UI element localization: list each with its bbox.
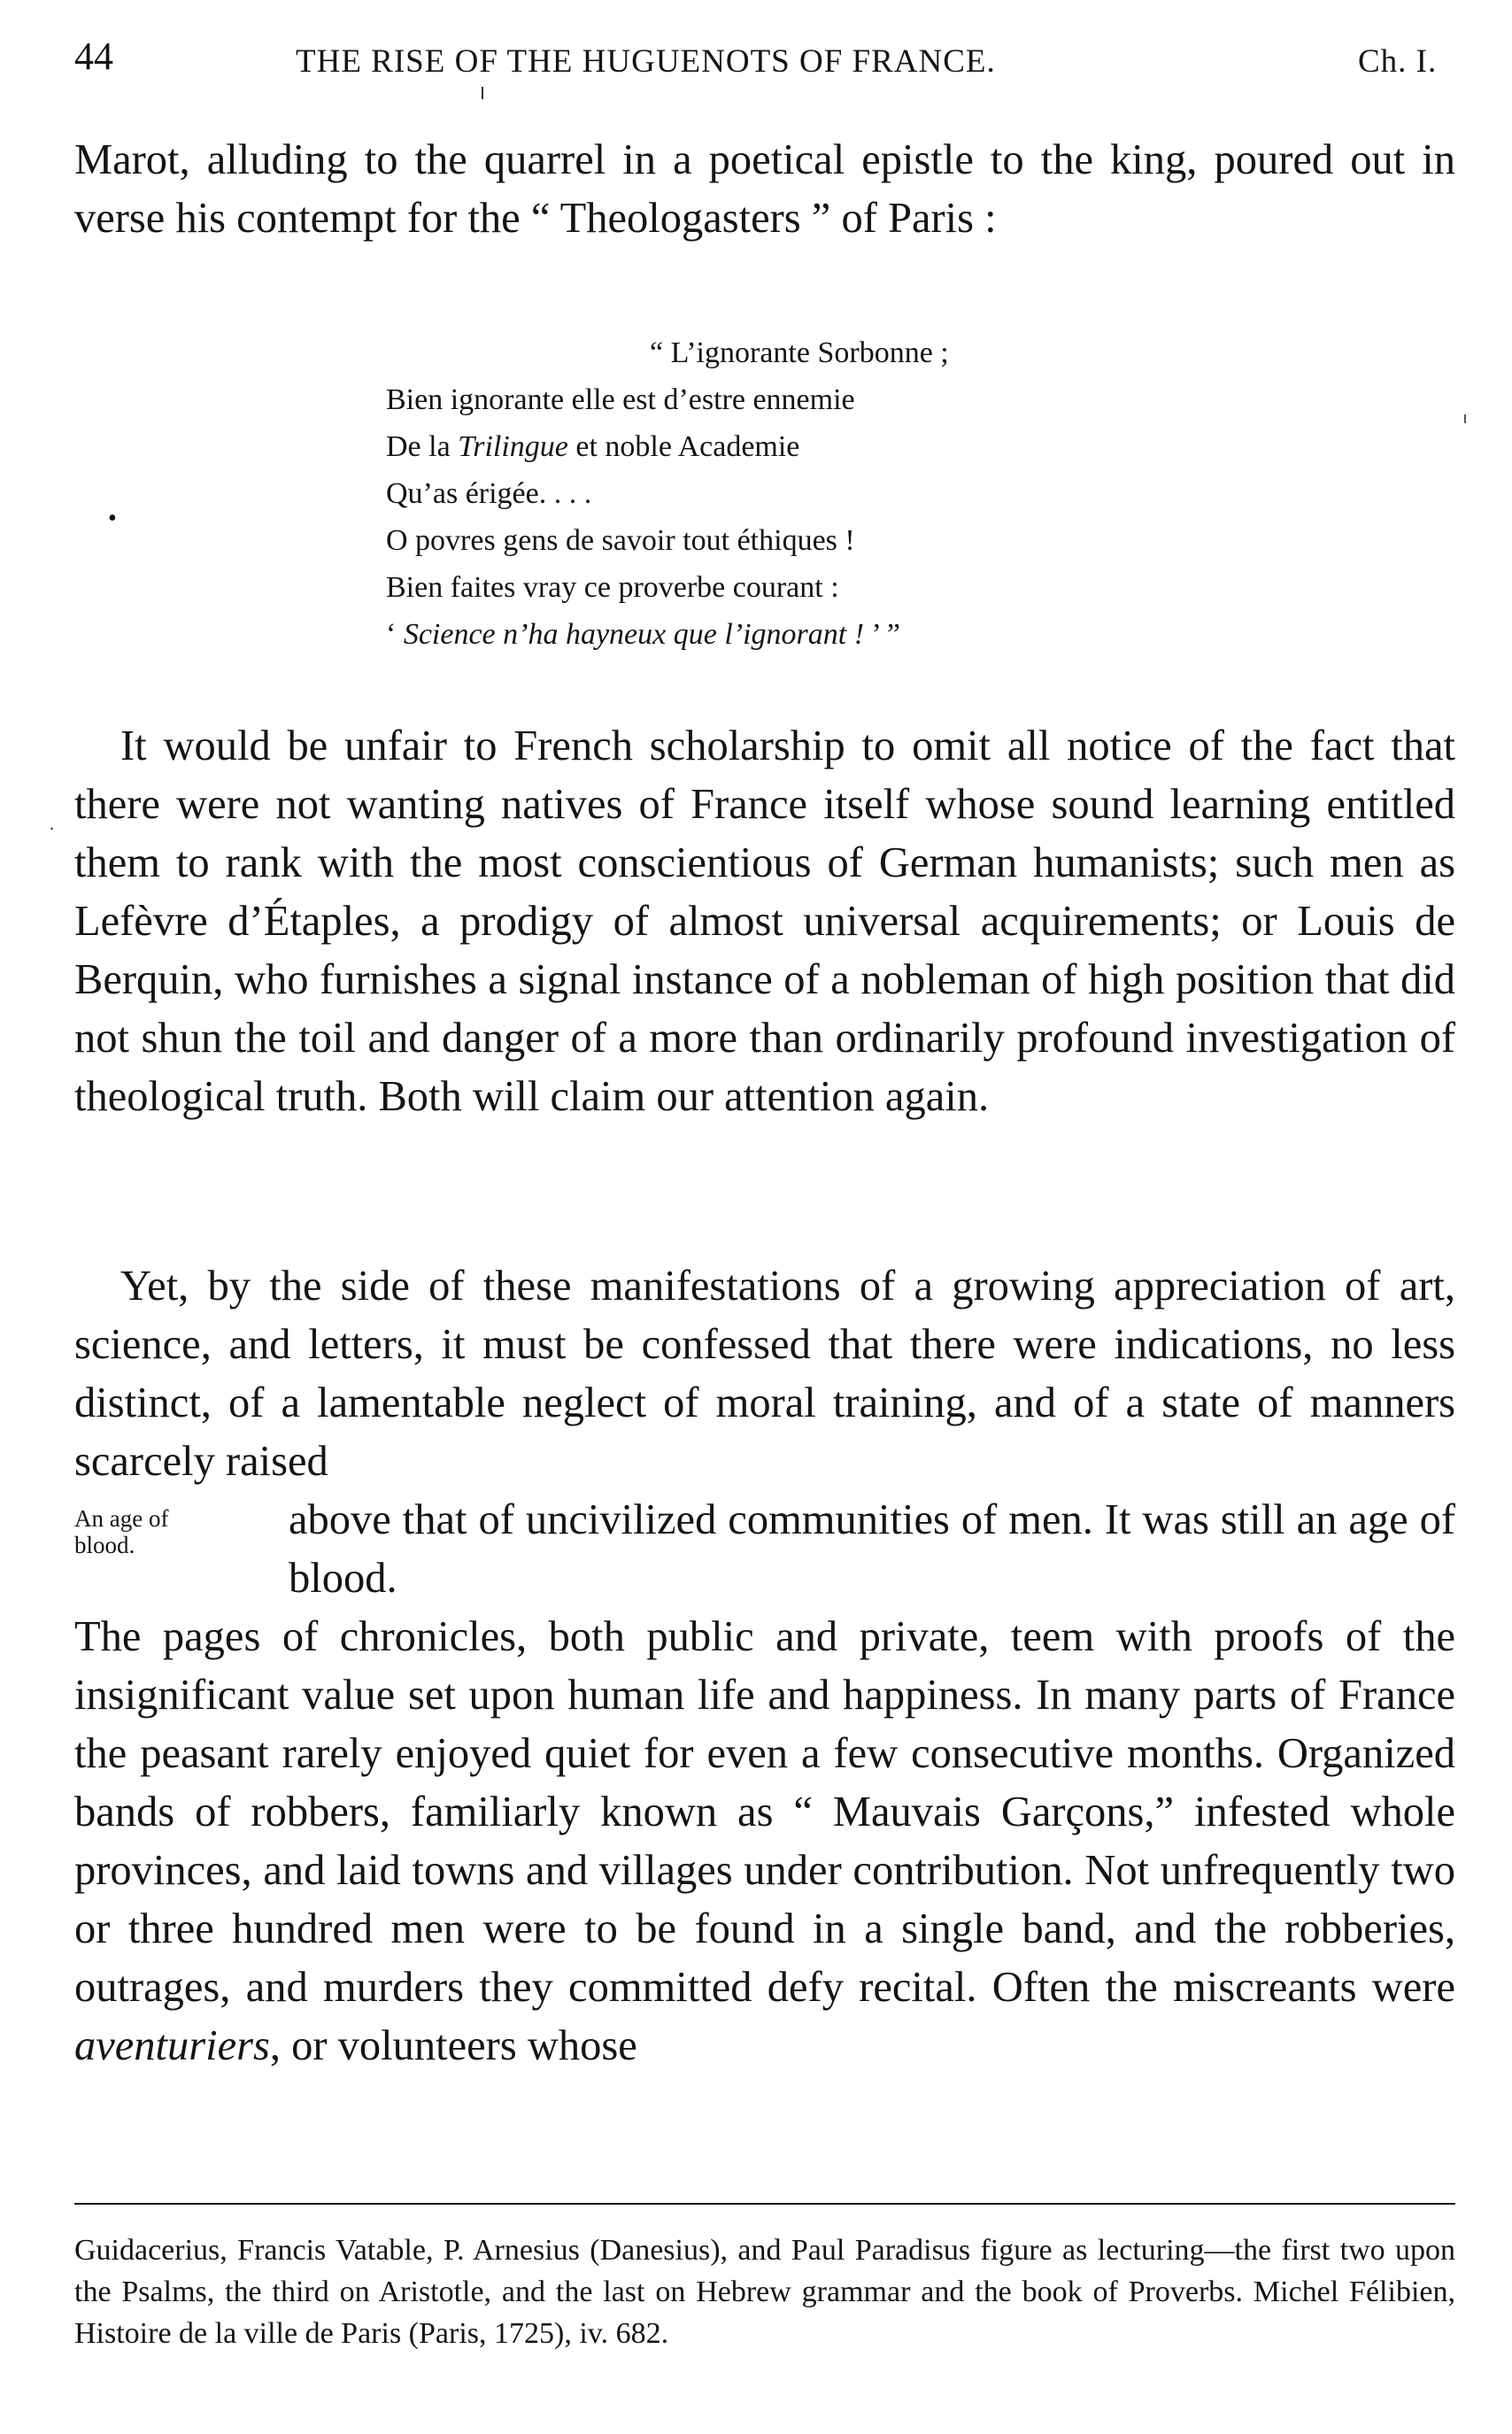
margin-note-line: blood. bbox=[74, 1532, 135, 1558]
paragraph-manners-c bbox=[74, 1608, 1455, 2075]
paragraph-manners-b: above that of uncivilized communities of men. It was still an age of blood. bbox=[289, 1496, 1455, 1602]
verse-text: ’ ” bbox=[864, 618, 900, 651]
print-speck: • bbox=[108, 505, 117, 532]
margin-note bbox=[74, 1505, 225, 1558]
chapter-mark: Ch. I. bbox=[1358, 43, 1438, 80]
opening-paragraph bbox=[74, 131, 1455, 248]
footnote: Guidacerius, Francis Vatable, P. Arnesius (Danesius), and Paul Paradisus figure as lecturing—the first two upon the Psalms, the third on Aristotle, and the last on Hebrew grammar and the book of Proverbs. Michel Félibien, Histoire de la ville de Paris (Paris, 1725), iv. 682. bbox=[74, 2234, 1455, 2350]
verse-quotation bbox=[386, 329, 1183, 658]
verse-line: Bien ignorante elle est d’estre ennemie bbox=[386, 383, 855, 416]
print-speck: . bbox=[50, 815, 54, 834]
verse-italic-trilingue: Trilingue bbox=[458, 430, 568, 463]
paragraph-marot: Marot, alluding to the quarrel in a poetical epistle to the king, poured out in verse his contempt for the “ Theologasters ” of Paris : bbox=[74, 136, 1455, 242]
manners-end: , or volunteers whose bbox=[269, 2022, 637, 2069]
margin-note-line: An age of bbox=[74, 1505, 169, 1532]
italic-aventuriers: aventuriers bbox=[74, 2022, 270, 2069]
paragraph-manners-a: Yet, by the side of these manifestations of a growing appreciation of art, science, and letters, it must be confessed that there were indications, no less distinct, of a lamentable neglect of moral training, and of a state of manners scarcely raised bbox=[74, 1263, 1455, 1485]
manners-text: The pages of chronicles, both public and private, teem with proofs of the insignificant value set upon human life and happiness. In many parts of France the peasant rarely enjoyed quiet for even a few consecutive months. Organized bands of robbers, familiarly known as “ Mauvais Garçons,” infested whole provinces, and laid towns and villages under contribution. Not unfrequently two or three hundred men were to be found in a single band, and the robberies, outrages, and murders they committed defy recital. Often the miscreants were bbox=[74, 1613, 1455, 2011]
verse-text: ‘ bbox=[386, 618, 404, 651]
verse-line bbox=[386, 423, 1183, 470]
verse-line: O povres gens de savoir tout éthiques ! bbox=[386, 524, 855, 557]
page-number: 44 bbox=[74, 35, 113, 78]
footnote-rule bbox=[74, 2203, 1455, 2205]
manners-paragraph bbox=[74, 1257, 1455, 2075]
running-title: THE RISE OF THE HUGUENOTS OF FRANCE. bbox=[296, 43, 996, 80]
verse-text: et noble Academie bbox=[567, 430, 800, 463]
verse-line: Qu’as érigée. . . . bbox=[386, 477, 592, 510]
verse-italic-proverb: Science n’ha hayneux que l’ignorant ! bbox=[403, 618, 865, 651]
book-page bbox=[50, 0, 1455, 2434]
verse-line bbox=[386, 611, 1183, 658]
verse-text: De la bbox=[386, 430, 459, 463]
verse-line: Bien faites vray ce proverbe courant : bbox=[386, 571, 839, 604]
print-speck bbox=[1464, 414, 1466, 423]
scholarship-paragraph bbox=[74, 717, 1455, 1126]
verse-line: “ L’ignorante Sorbonne ; bbox=[650, 336, 949, 369]
print-speck bbox=[482, 87, 483, 99]
paragraph-scholarship: It would be unfair to French scholarship to omit all notice of the fact that there were not wanting natives of France itself whose sound learning entitled them to rank with the most conscientious of German humanists; such men as Lefèvre d’Étaples, a prodigy of almost universal acquirements; or Louis de Berquin, who furnishes a signal instance of a nobleman of high position that did not shun the toil and danger of a more than ordinarily profound investigation of theological truth. Both will claim our attention again. bbox=[74, 722, 1455, 1120]
running-header bbox=[74, 34, 1455, 87]
